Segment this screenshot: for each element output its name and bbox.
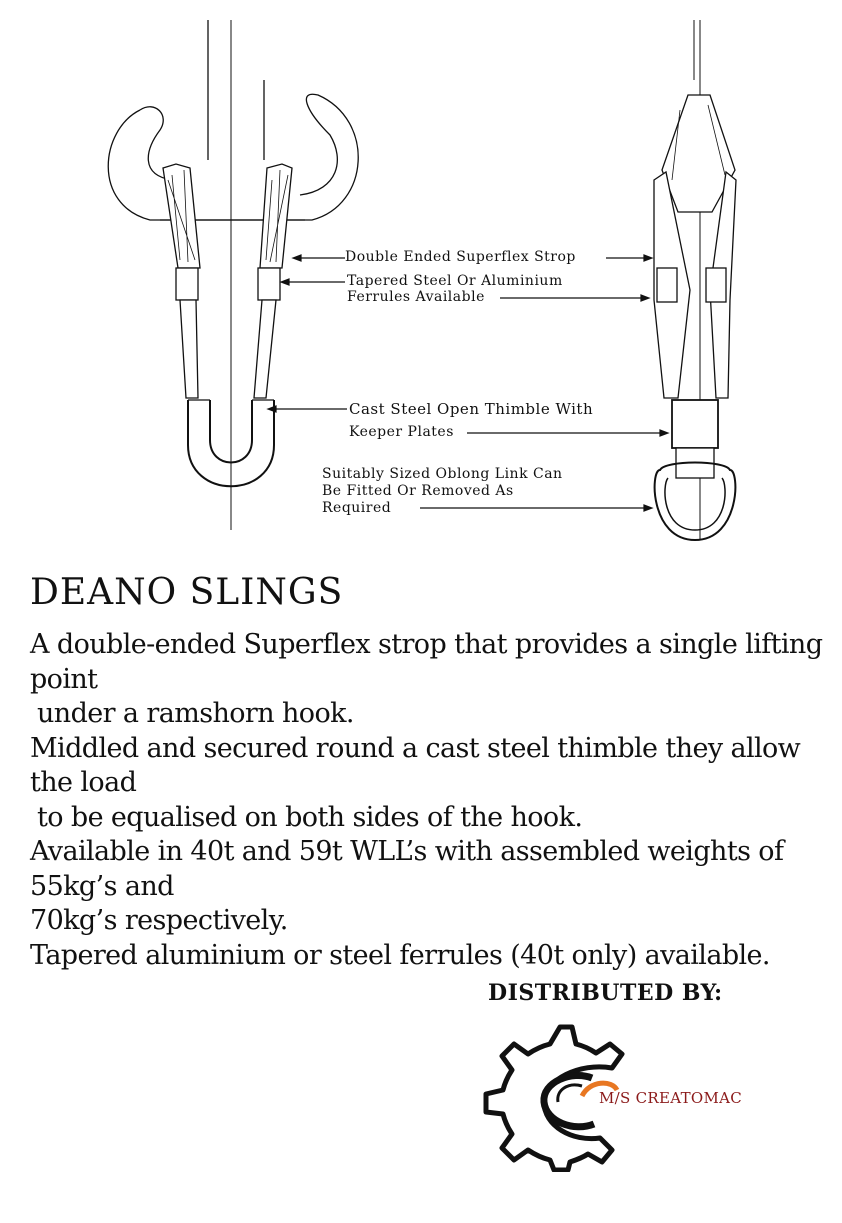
callout-thimble-line1: Cast Steel Open Thimble With (349, 400, 594, 418)
side-view-drawing (654, 20, 736, 540)
callout-ferrules-line2: Ferrules Available (347, 289, 485, 305)
left-strop-drawing (163, 164, 292, 486)
description-line: under a ramshorn hook. (37, 698, 354, 729)
callout-strop: Double Ended Superflex Strop (345, 249, 576, 265)
description-line: to be equalised on both sides of the hook. (37, 801, 583, 833)
description-line: 70kg’s respectively. (30, 905, 288, 936)
callout-link-line1: Suitably Sized Oblong Link Can (322, 466, 563, 482)
callout-ferrules-line1: Tapered Steel Or Aluminium (347, 273, 563, 289)
product-description (30, 628, 830, 973)
callout-thimble-line2: Keeper Plates (349, 424, 454, 440)
callout-link-line3: Required (322, 500, 392, 516)
callout-link-line2: Be Fitted Or Removed As (322, 483, 514, 499)
company-name: M/S CREATOMAC (599, 1089, 743, 1107)
description-line: Middled and secured round a cast steel thimble they allow the load (30, 732, 801, 798)
distributed-by-heading: DISTRIBUTED BY: (488, 980, 723, 1006)
ramshorn-hook-drawing (108, 20, 358, 530)
description-line: A double-ended Superflex strop that provides a single lifting point (30, 629, 823, 695)
product-title: DEANO SLINGS (30, 572, 344, 613)
description-line: Available in 40t and 59t WLL’s with assembled weights of 55kg’s and (30, 836, 784, 902)
description-line: Tapered aluminium or steel ferrules (40t only) available. (30, 939, 770, 971)
